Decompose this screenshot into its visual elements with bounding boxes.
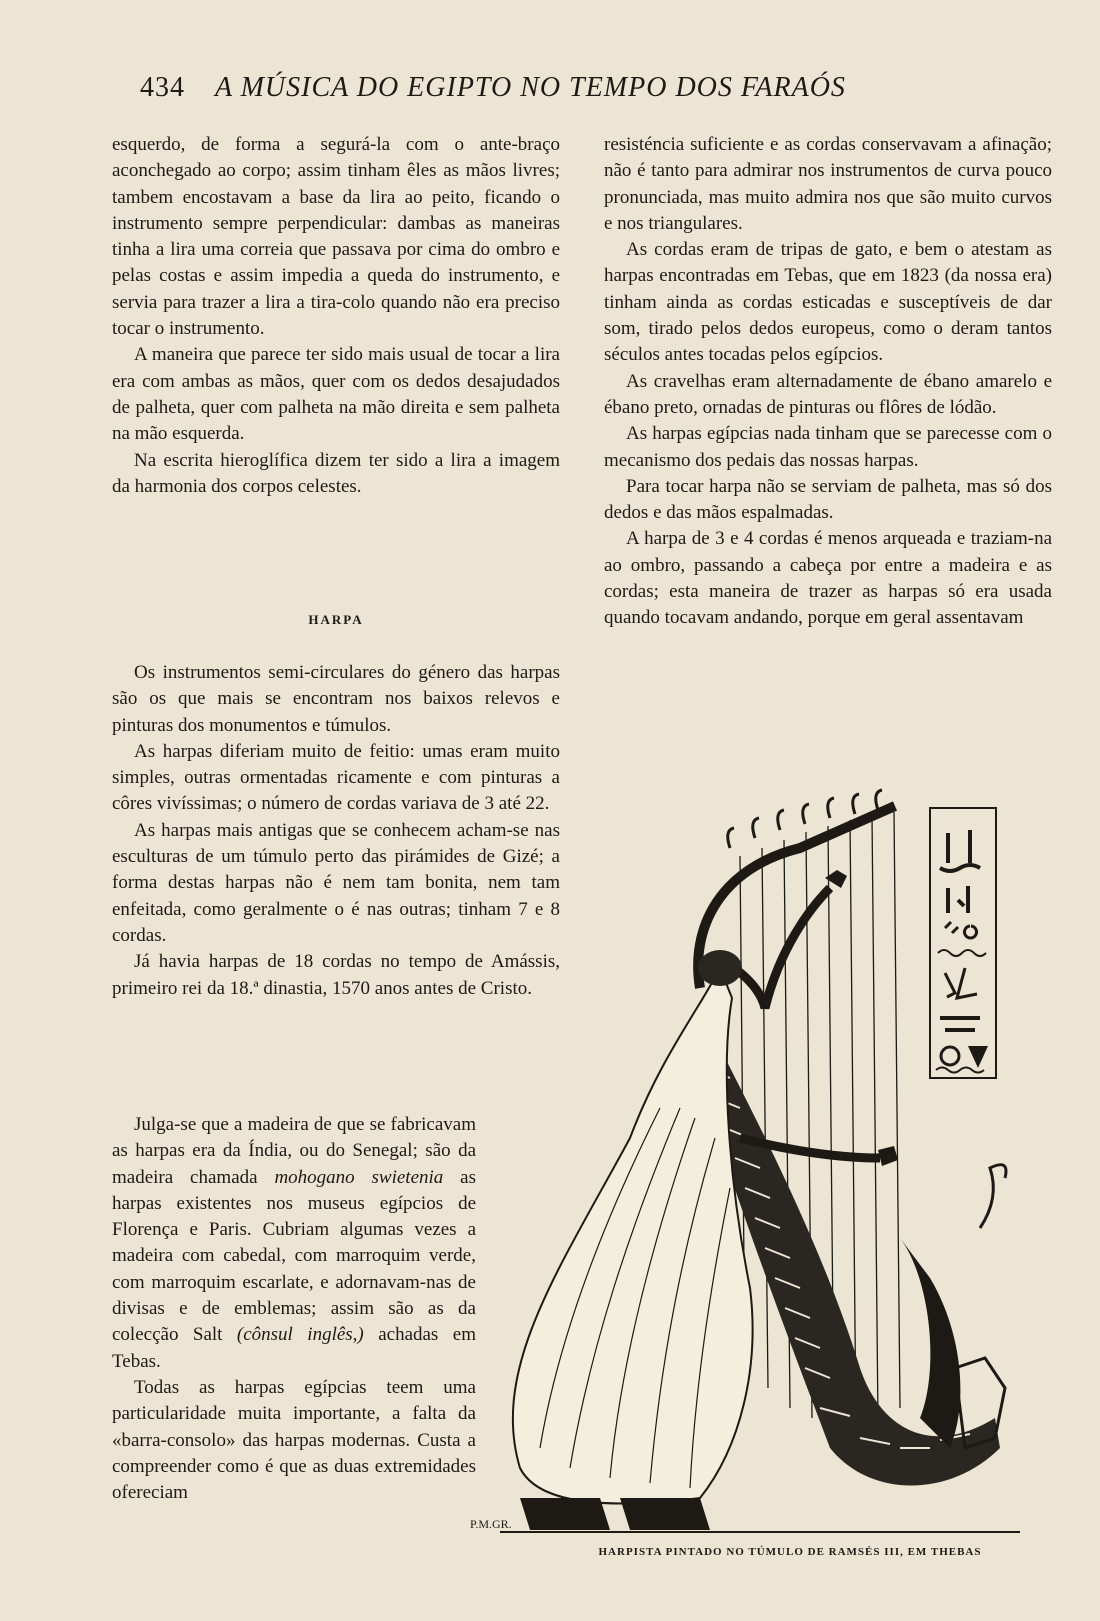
page-number: 434 [140,72,185,103]
paragraph: A harpa de 3 e 4 cordas é menos arqueada e traziam-na ao ombro, passando a cabeça por entre a madeira e as cordas; esta maneira de trazer as harpas só era usada quando tocavam andando, porque em geral assentavam [604,528,1052,629]
paragraph: As cravelhas eram alternadamente de ébano amarelo e ébano preto, ornadas de pinturas ou flôres de lódão. [604,370,1052,418]
left-column-top [112,132,560,500]
right-column [604,132,1052,632]
text-run: Julga-se que a madeira de que se fabricavam as harpas era da Índia, ou do Senegal; são da madeira chamada [112,1114,476,1188]
paragraph: Todas as harpas egípcias teem uma particularidade muita importante, a falta da «barra-consolo» das harpas modernas. Custa a compreender como é que as duas extremidades ofereciam [112,1376,476,1504]
paragraph: esquerdo, de forma a segurá-la com o ante-braço aconchegado ao corpo; assim tinham êles as mãos livres; tambem encostavam a base da lira ao peito, ficando o instrumento sempre perpendicular: dambas as maneiras tinha a lira uma correia que passava por cima do ombro e pelas costas e assim impedia a queda do instrumento, e servia para trazer a lira a tira-colo quando não era preciso tocar o instrumento. [112,134,560,340]
paragraph: As cordas eram de tripas de gato, e bem o atestam as harpas encontradas em Tebas, que em 1823 (da nossa era) tinham ainda as cordas esticadas e susceptíveis de dar som, tirado pelos dedos europeus, como o deram tantos séculos antes tocadas pelos egípcios. [604,239,1052,366]
left-column-harpa [112,660,560,1002]
paragraph: Na escrita hieroglífica dizem ter sido a lira a imagem da harmonia dos corpos celestes. [112,449,560,497]
hieroglyph-column [930,808,996,1078]
paragraph: As harpas diferiam muito de feitio: umas eram muito simples, outras ormentadas ricamente e com pinturas a côres vivíssimas; o número de cordas variava de 3 até 22. [112,740,560,815]
italic-term: mohogano swietenia [274,1166,444,1188]
paragraph: Para tocar harpa não se serviam de palheta, mas só dos dedos e das mãos espalmadas. [604,475,1052,524]
paragraph: Os instrumentos semi-circulares do género das harpas são os que mais se encontram nos baixos relevos e pinturas dos monumentos e túmulos. [112,662,560,736]
section-heading: HARPA [308,612,364,627]
paragraph: As harpas mais antigas que se conhecem acham-se nas esculturas de um túmulo perto das pirámides de Gizé; a forma destas harpas não é nem tam bonita, nem tam enfeitada, como geralmente o é nas outras; tinham 7 e 8 cordas. [112,819,560,946]
text-run: as harpas existentes nos museus egípcios de Florença e Paris. Cubriam algumas vezes a madeira com cabedal, com marroquim verde, com marroquim escarlate, e adornavam-nas de divisas e de emblemas; assim são as da colecção Salt [112,1166,476,1346]
figure-caption: HARPISTA PINTADO NO TÚMULO DE RAMSÉS III, EM THEBAS [598,1546,982,1558]
engraver-signature: P.M.GR. [470,1517,512,1531]
italic-term: (cônsul inglês,) [236,1324,364,1346]
left-column-narrow [112,1112,476,1506]
running-title: A MÚSICA DO EGIPTO NO TEMPO DOS FARAÓS [215,72,846,103]
paragraph: As harpas egípcias nada tinham que se parecesse com o mecanismo dos pedais das nossas harpas. [604,423,1052,471]
paragraph [112,1112,476,1375]
paragraph: resisténcia suficiente e as cordas conservavam a afinação; não é tanto para admirar nos instrumentos de curva pouco pronunciada, mas muito admira nos que são muito curvos e nos triangulares. [604,134,1052,234]
paragraph: Já havia harpas de 18 cordas no tempo de Amássis, primeiro rei da 18.ª dinastia, 1570 anos antes de Cristo. [112,951,560,999]
harpist-illustration [470,808,1060,1538]
text-run: achadas em Tebas. [112,1324,476,1372]
running-header [140,72,940,112]
paragraph: A maneira que parece ter sido mais usual de tocar a lira era com ambas as mãos, quer com os dedos desajudados de palheta, quer com palheta na mão direita e sem palheta na mão esquerda. [112,344,560,445]
